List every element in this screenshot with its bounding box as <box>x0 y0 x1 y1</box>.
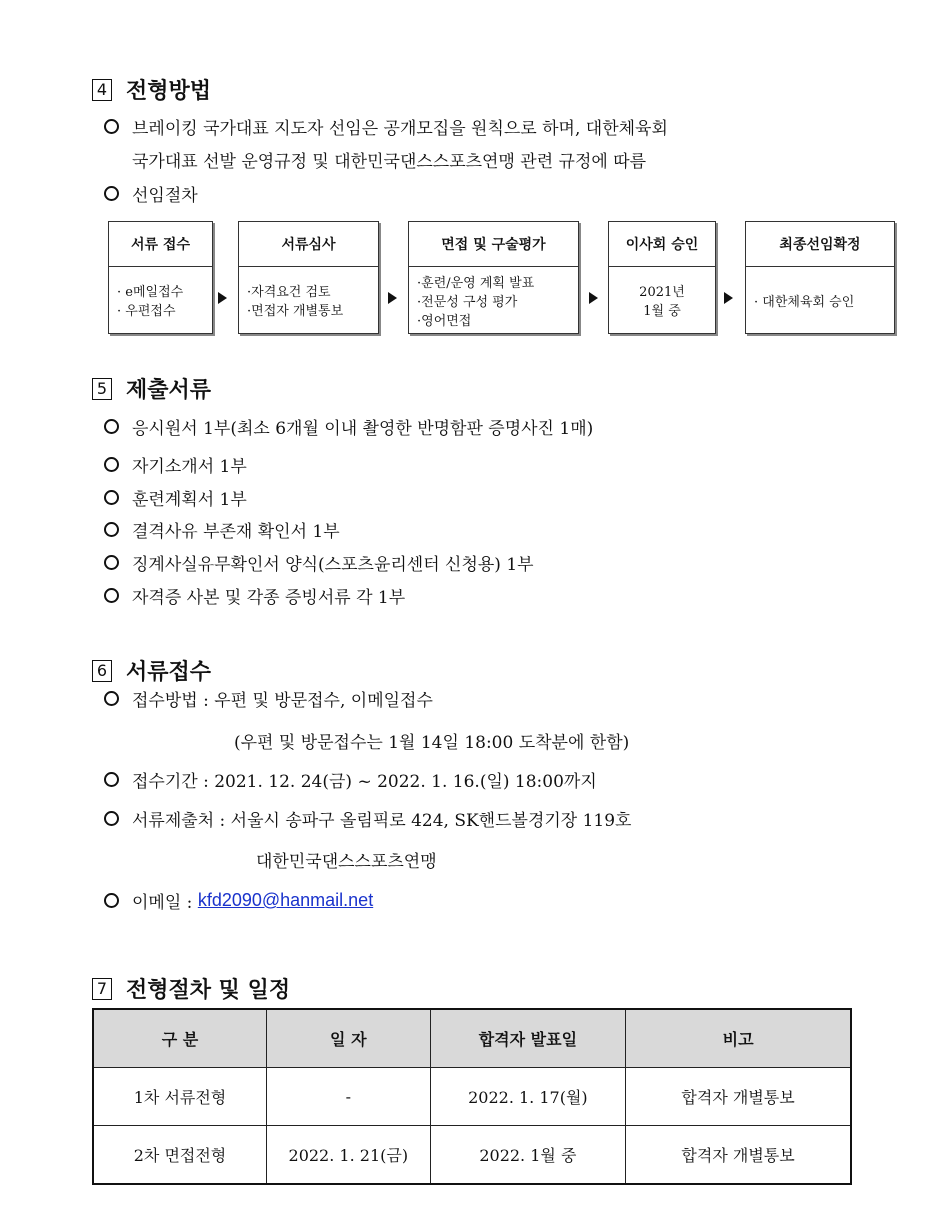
note-text: (우편 및 방문접수는 1월 14일 18:00 도착분에 한함) <box>234 733 630 753</box>
receipt-method-note <box>234 728 629 753</box>
circle-bullet-icon <box>104 691 119 706</box>
document-item-text: 훈련계획서 1부 <box>132 490 247 510</box>
column-header: 구 분 <box>93 1009 266 1068</box>
document-item <box>104 550 534 575</box>
receipt-period-text: 접수기간 : 2021. 12. 24(금) ~ 2022. 1. 16.(일) 18:00까지 <box>132 772 597 792</box>
document-item <box>104 583 405 608</box>
circle-bullet-icon <box>104 555 119 570</box>
circle-bullet-icon <box>104 457 119 472</box>
flow-step-board-approval <box>608 221 716 334</box>
schedule-table <box>92 1008 852 1185</box>
flow-step-title: 이사회 승인 <box>609 222 715 267</box>
section-number: 7 <box>92 978 112 1000</box>
table-cell: 2022. 1. 21(금) <box>266 1126 430 1185</box>
submission-place <box>104 806 631 831</box>
flow-step-detail: 2021년 <box>639 285 685 300</box>
flow-arrow-icon <box>724 292 733 304</box>
section-title: 서류접수 <box>126 660 212 685</box>
flow-step-title: 최종선임확정 <box>746 222 894 267</box>
submission-organization <box>256 847 437 872</box>
flow-step-detail: ·면접자 개별통보 <box>247 304 344 319</box>
circle-bullet-icon <box>104 588 119 603</box>
table-cell: 2차 면접전형 <box>93 1126 266 1185</box>
circle-bullet-icon <box>104 419 119 434</box>
column-header: 합격자 발표일 <box>430 1009 626 1068</box>
flow-step-detail: ·자격요건 검토 <box>247 285 331 300</box>
bullet-continuation <box>132 147 646 172</box>
table-cell: 합격자 개별통보 <box>626 1068 851 1126</box>
flow-step-title: 서류심사 <box>239 222 378 267</box>
email-line <box>104 888 373 913</box>
bullet-text: 국가대표 선발 운영규정 및 대한민국댄스스포츠연맹 관련 규정에 따름 <box>132 152 647 172</box>
table-cell: 2022. 1. 17(월) <box>430 1068 626 1126</box>
circle-bullet-icon <box>104 119 119 134</box>
email-link[interactable]: kfd2090@hanmail.net <box>197 890 374 910</box>
flow-step-interview <box>408 221 579 334</box>
section-title: 전형절차 및 일정 <box>126 978 291 1003</box>
flow-step-detail: ·영어면접 <box>417 313 472 329</box>
flow-step-detail: ·훈련/운영 계획 발표 <box>417 275 535 291</box>
flow-step-final-confirmation <box>745 221 895 334</box>
table-row <box>93 1126 851 1185</box>
document-item-text: 결격사유 부존재 확인서 1부 <box>132 522 340 542</box>
organization-name: 대한민국댄스스포츠연맹 <box>256 852 437 872</box>
section-6-heading <box>92 655 211 686</box>
section-4-heading <box>92 74 211 105</box>
flow-step-document-receipt <box>108 221 213 334</box>
email-label: 이메일 : <box>132 893 198 913</box>
bullet-item <box>104 181 198 206</box>
document-item-text: 자기소개서 1부 <box>132 457 247 477</box>
table-row <box>93 1068 851 1126</box>
document-item <box>104 414 593 439</box>
flow-arrow-icon <box>589 292 598 304</box>
column-header: 비고 <box>626 1009 851 1068</box>
circle-bullet-icon <box>104 811 119 826</box>
document-item-text: 징계사실유무확인서 양식(스포츠윤리센터 신청용) 1부 <box>132 555 534 575</box>
flow-step-title: 서류 접수 <box>109 222 212 267</box>
circle-bullet-icon <box>104 522 119 537</box>
document-item-text: 응시원서 1부(최소 6개월 이내 촬영한 반명함판 증명사진 1매) <box>132 419 594 439</box>
receipt-method <box>104 686 433 711</box>
table-cell: 합격자 개별통보 <box>626 1126 851 1185</box>
document-item <box>104 452 247 477</box>
flow-step-detail: 1월 중 <box>643 304 681 319</box>
circle-bullet-icon <box>104 893 119 908</box>
circle-bullet-icon <box>104 490 119 505</box>
flow-arrow-icon <box>388 292 397 304</box>
flow-step-detail: · 우편접수 <box>117 304 176 319</box>
circle-bullet-icon <box>104 186 119 201</box>
receipt-period <box>104 767 597 792</box>
section-number: 6 <box>92 660 112 682</box>
flow-step-title: 면접 및 구술평가 <box>409 222 578 267</box>
document-item-text: 자격증 사본 및 각종 증빙서류 각 1부 <box>132 588 406 608</box>
document-item <box>104 485 247 510</box>
flow-step-document-review <box>238 221 379 334</box>
bullet-text: 선임절차 <box>132 186 198 206</box>
section-5-heading <box>92 373 211 404</box>
flow-step-detail: · e메일접수 <box>117 285 184 300</box>
circle-bullet-icon <box>104 772 119 787</box>
table-cell: 1차 서류전형 <box>93 1068 266 1126</box>
section-title: 전형방법 <box>126 79 212 104</box>
submission-place-text: 서류제출처 : 서울시 송파구 올림픽로 424, SK핸드볼경기장 119호 <box>132 811 632 831</box>
table-cell: - <box>266 1068 430 1126</box>
column-header: 일 자 <box>266 1009 430 1068</box>
flow-arrow-icon <box>218 292 227 304</box>
bullet-item <box>104 114 668 139</box>
table-cell: 2022. 1월 중 <box>430 1126 626 1185</box>
section-title: 제출서류 <box>126 378 212 403</box>
section-number: 4 <box>92 79 112 101</box>
table-header-row <box>93 1009 851 1068</box>
flow-step-detail: ·전문성 구성 평가 <box>417 294 518 310</box>
section-7-heading <box>92 973 290 1004</box>
bullet-text: 브레이킹 국가대표 지도자 선임은 공개모집을 원칙으로 하며, 대한체육회 <box>132 119 668 139</box>
receipt-method-text: 접수방법 : 우편 및 방문접수, 이메일접수 <box>132 691 433 711</box>
flow-step-detail: · 대한체육회 승인 <box>754 294 855 310</box>
section-number: 5 <box>92 378 112 400</box>
document-item <box>104 517 340 542</box>
